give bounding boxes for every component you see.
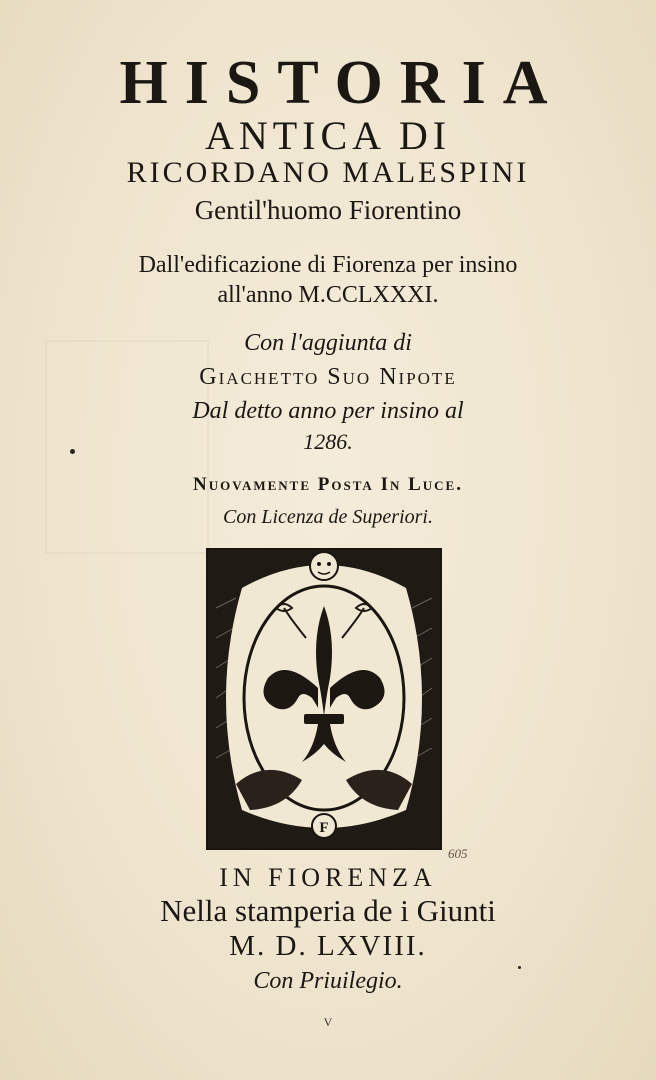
signature-mark: V <box>323 1015 333 1029</box>
imprint-city: IN FIORENZA <box>219 863 437 892</box>
main-title: HISTORIA <box>119 49 565 117</box>
florentine-lily-woodcut-icon <box>206 548 442 850</box>
ink-speck <box>518 966 521 969</box>
subject-line-1: Dall'edificazione di Fiorenza per insino <box>138 252 518 278</box>
imprint-year: M. D. LXVIII. <box>229 930 427 962</box>
imprint-press: Nella stamperia de i Giunti <box>160 893 496 928</box>
emblem-monogram: F <box>319 820 329 836</box>
new-edition-notice: Nuovamente Posta In Luce. <box>193 474 463 495</box>
addition-intro: Con l'aggiunta di <box>244 330 412 356</box>
subtitle: ANTICA DI <box>204 113 452 158</box>
author-name: RICORDANO MALESPINI <box>126 156 530 189</box>
addition-year: 1286. <box>303 429 353 454</box>
author-descriptor: Gentil'huomo Fiorentino <box>194 195 462 225</box>
margin-note: 605 <box>448 846 468 861</box>
addition-name: Giachetto Suo Nipote <box>199 364 457 390</box>
license-notice: Con Licenza de Superiori. <box>223 506 433 528</box>
ink-spot <box>70 449 75 454</box>
addition-range: Dal detto anno per insino al <box>192 398 464 424</box>
imprint-privilege: Con Priuilegio. <box>253 968 403 994</box>
subject-line-2: all'anno M.CCLXXXI. <box>217 282 439 308</box>
